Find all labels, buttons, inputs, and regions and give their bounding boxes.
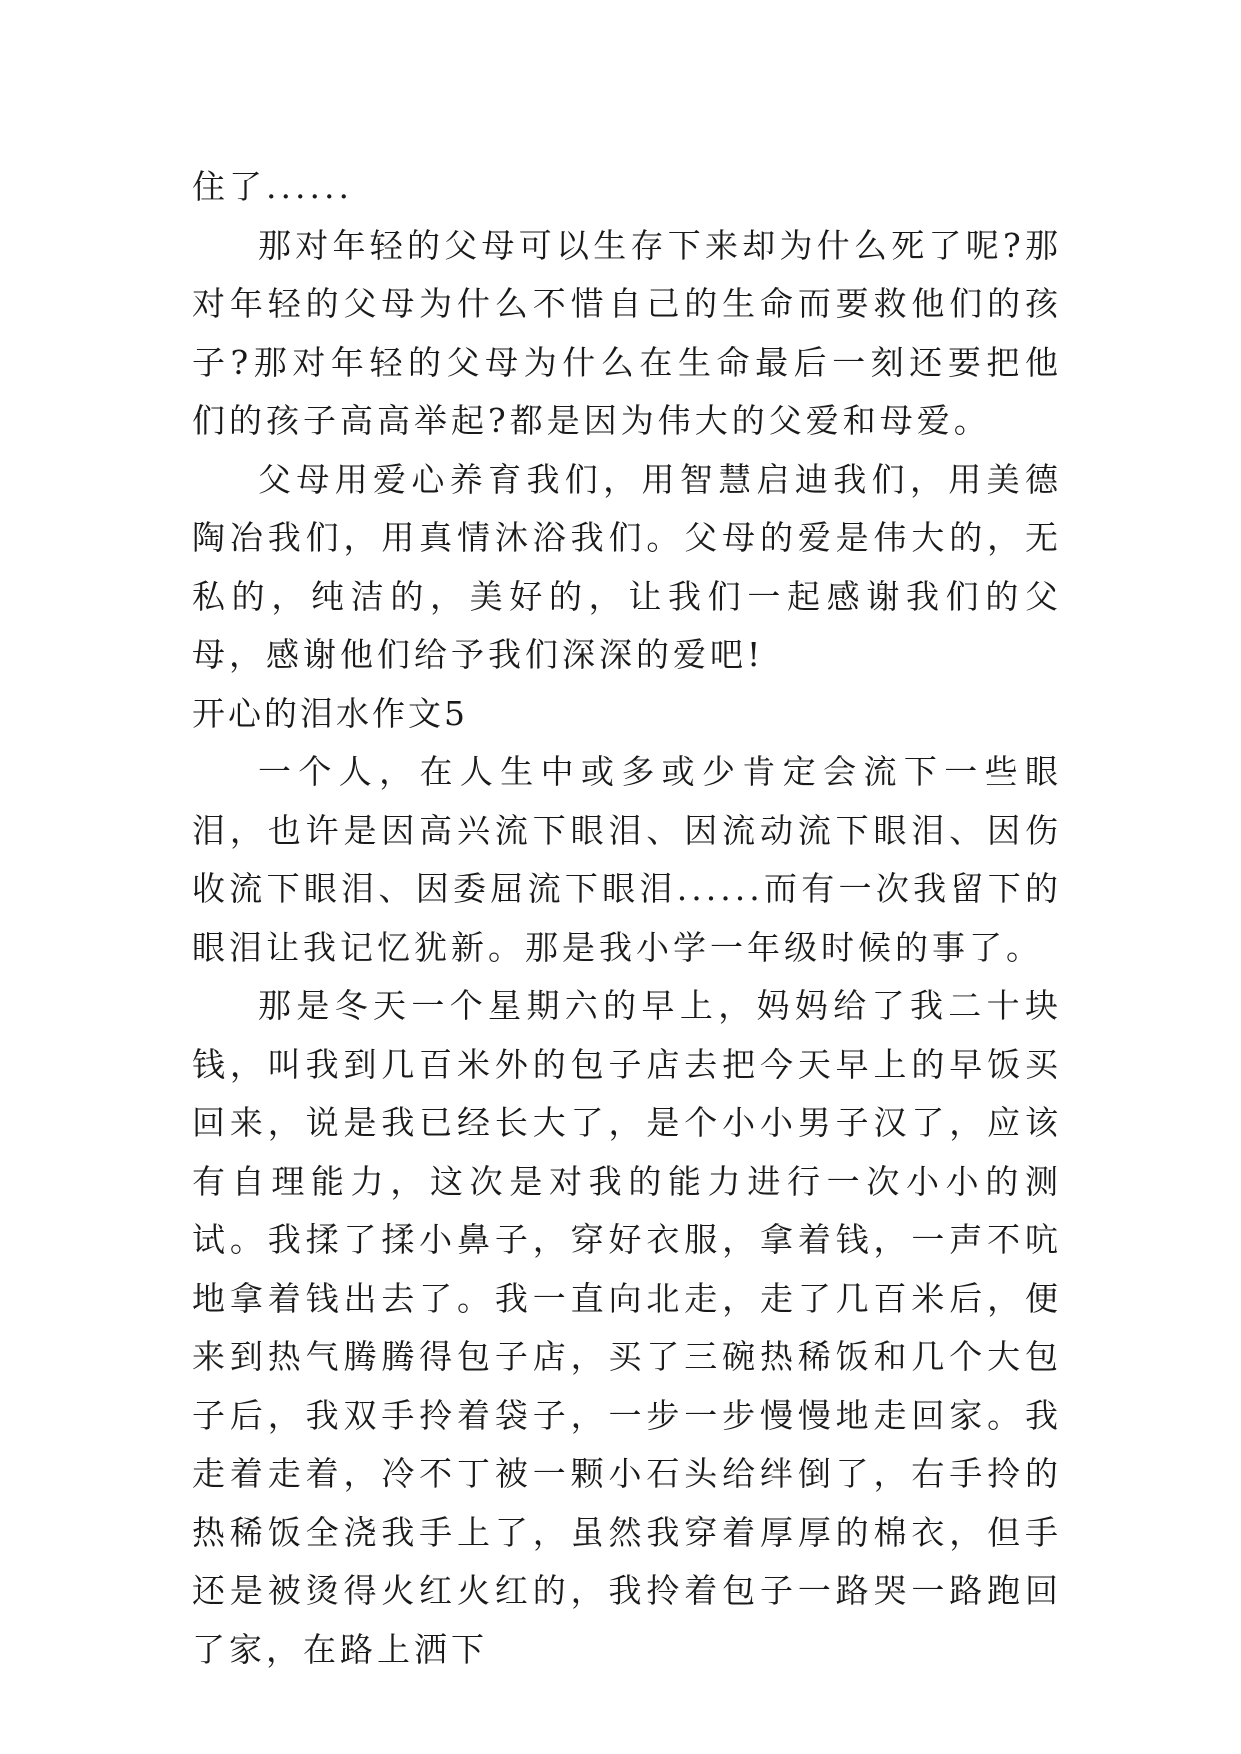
- paragraph-body: 父母用爱心养育我们，用智慧启迪我们，用美德陶冶我们，用真情沐浴我们。父母的爱是伟大的，无私的，纯洁的，美好的，让我们一起感谢我们的父母，感谢他们给予我们深深的爱吧!: [192, 459, 1062, 674]
- paragraph-body: 一个人，在人生中或多或少肯定会流下一些眼泪，也许是因高兴流下眼泪、因流动流下眼泪、因伤收流下眼泪、因委屈流下眼泪......而有一次我留下的眼泪让我记忆犹新。那是我小学一年级时候的事了。: [192, 752, 1062, 967]
- document-body: [192, 158, 1062, 1679]
- paragraph-body: 那对年轻的父母可以生存下来却为什么死了呢?那对年轻的父母为什么不惜自己的生命而要救他们的孩子?那对年轻的父母为什么在生命最后一刻还要把他们的孩子高高举起?都是因为伟大的父爱和母爱。: [192, 225, 1062, 440]
- paragraph-body: 那是冬天一个星期六的早上，妈妈给了我二十块钱，叫我到几百米外的包子店去把今天早上的早饭买回来，说是我已经长大了，是个小小男子汉了，应该有自理能力，这次是对我的能力进行一次小小的测试。我揉了揉小鼻子，穿好衣服，拿着钱，一声不吭地拿着钱出去了。我一直向北走，走了几百米后，便来到热气腾腾得包子店，买了三碗热稀饭和几个大包子后，我双手拎着袋子，一步一步慢慢地走回家。我走着走着，冷不丁被一颗小石头给绊倒了，右手拎的热稀饭全浇我手上了，虽然我穿着厚厚的棉衣，但手还是被烫得火红火红的，我拎着包子一路哭一路跑回了家，在路上洒下: [192, 986, 1062, 1669]
- paragraph-continuation: 住了......: [192, 167, 353, 206]
- section-heading: 开心的泪水作文5: [192, 693, 468, 733]
